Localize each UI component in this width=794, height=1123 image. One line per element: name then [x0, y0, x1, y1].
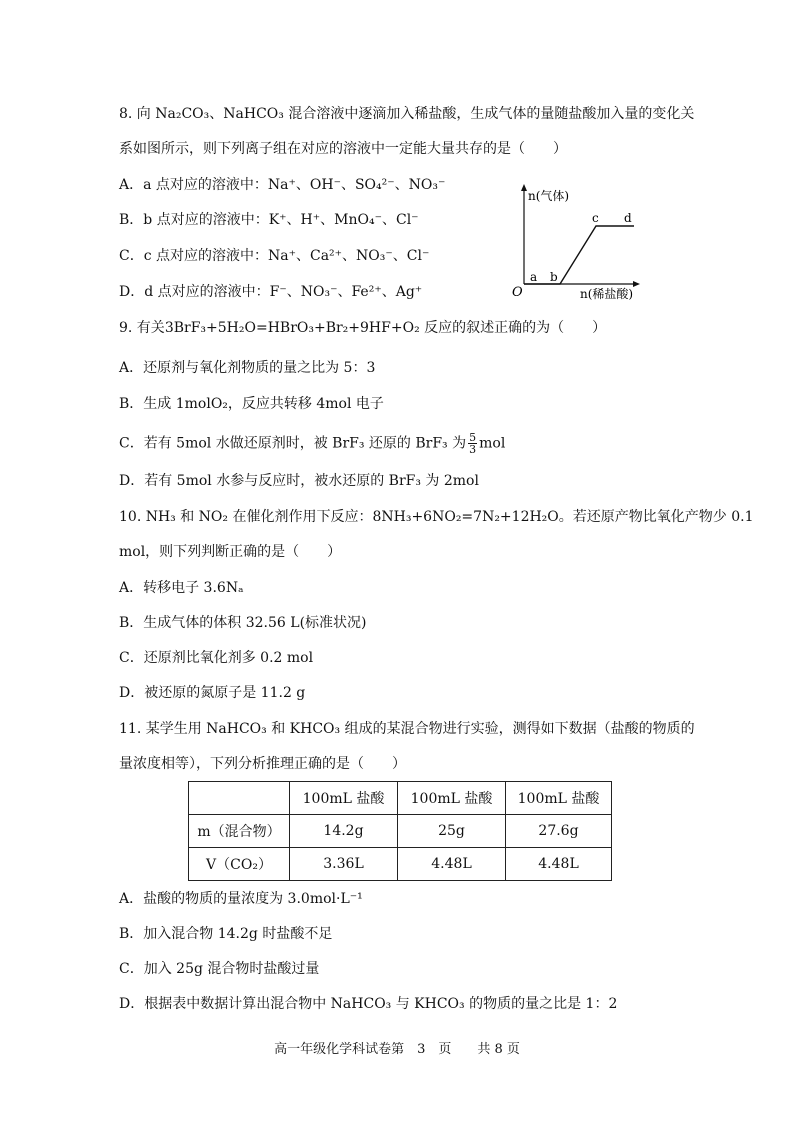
- point-a-label: a: [530, 270, 538, 284]
- q10-option-a: A．转移电子 3.6Nₐ: [119, 580, 244, 596]
- q9-stem-suffix: 反应的叙述正确的为（ ）: [419, 320, 607, 336]
- q11-option-a: A．盐酸的物质的量浓度为 3.0mol·L⁻¹: [119, 891, 363, 907]
- table-cell: V（CO₂）: [189, 848, 290, 881]
- q11-data-table: [188, 781, 612, 881]
- q9-option-c-text: C．若有 5mol 水做还原剂时，被 BrF₃ 还原的 BrF₃ 为: [119, 435, 467, 452]
- table-header-cell: 100mL 盐酸: [398, 782, 506, 815]
- q11-option-b: B．加入混合物 14.2g 时盐酸不足: [119, 926, 333, 942]
- q11-stem-line2: 量浓度相等），下列分析推理正确的是（ ）: [119, 756, 406, 772]
- gas-curve: [524, 226, 634, 284]
- point-b-label: b: [550, 270, 558, 284]
- point-d-label: d: [624, 211, 632, 225]
- q11-option-d: D．根据表中数据计算出混合物中 NaHCO₃ 与 KHCO₃ 的物质的量之比是 1：2: [119, 996, 618, 1012]
- q9-option-c: [119, 432, 505, 455]
- q11-option-c: C．加入 25g 混合物时盐酸过量: [119, 961, 320, 977]
- q8-option-a: A．a 点对应的溶液中：Na⁺、OH⁻、SO₄²⁻、NO₃⁻: [119, 177, 446, 193]
- table-header-row: [189, 782, 612, 815]
- q9-option-b: B．生成 1molO₂，反应共转移 4mol 电子: [119, 396, 384, 412]
- page-footer: 高一年级化学科试卷第 3 页 共 8 页: [274, 1042, 520, 1057]
- q9-stem: [119, 318, 606, 338]
- q9-equation: 3BrF₃+5H₂O=HBrO₃+Br₂+9HF+O₂: [164, 320, 420, 336]
- table-cell: 4.48L: [506, 848, 612, 881]
- q10-stem-line2: mol，则下列判断正确的是（ ）: [119, 544, 342, 560]
- table-cell: 4.48L: [398, 848, 506, 881]
- table-cell: m（混合物）: [189, 815, 290, 848]
- table-row: [189, 848, 612, 881]
- table-header-cell: 100mL 盐酸: [290, 782, 398, 815]
- table-cell: 14.2g: [290, 815, 398, 848]
- q8-option-d: D．d 点对应的溶液中：F⁻、NO₃⁻、Fe²⁺、Ag⁺: [119, 284, 423, 300]
- q10-option-c: C．还原剂比氧化剂多 0.2 mol: [119, 650, 314, 666]
- fraction-denominator: 3: [469, 443, 477, 456]
- q8-option-b: B．b 点对应的溶液中：K⁺、H⁺、MnO₄⁻、Cl⁻: [119, 212, 419, 228]
- table-cell: 25g: [398, 815, 506, 848]
- table-header-cell: [189, 782, 290, 815]
- q8-option-c: C．c 点对应的溶液中：Na⁺、Ca²⁺、NO₃⁻、Cl⁻: [119, 248, 430, 264]
- q9-option-c-unit: mol: [479, 435, 506, 452]
- q9-option-d: D．若有 5mol 水参与反应时，被水还原的 BrF₃ 为 2mol: [119, 473, 479, 489]
- origin-label: O: [512, 285, 523, 300]
- q9-option-c-fraction: [468, 432, 477, 455]
- q9-option-a: A．还原剂与氧化剂物质的量之比为 5：3: [119, 360, 376, 376]
- q11-stem-line1: 11. 某学生用 NaHCO₃ 和 KHCO₃ 组成的某混合物进行实验，测得如下数据（盐酸的物质的: [119, 721, 695, 737]
- y-axis-arrow: [521, 184, 527, 191]
- table-cell: 27.6g: [506, 815, 612, 848]
- table-cell: 3.36L: [290, 848, 398, 881]
- q9-stem-prefix: 9. 有关: [119, 320, 165, 336]
- table-row: [189, 815, 612, 848]
- q10-option-b: B．生成气体的体积 32.56 L(标准状况): [119, 615, 367, 631]
- q10-option-d: D．被还原的氮原子是 11.2 g: [119, 685, 306, 701]
- q8-stem-line2: 系如图所示，则下列离子组在对应的溶液中一定能大量共存的是（ ）: [119, 141, 567, 157]
- fraction-numerator: 5: [469, 431, 477, 444]
- q8-graph: [508, 180, 658, 306]
- x-axis-label: n(稀盐酸): [580, 287, 634, 301]
- table-header-cell: 100mL 盐酸: [506, 782, 612, 815]
- q8-stem-line1: 8. 向 Na₂CO₃、NaHCO₃ 混合溶液中逐滴加入稀盐酸，生成气体的量随盐酸加入量的变化关: [119, 106, 695, 122]
- x-axis-arrow: [633, 281, 640, 287]
- y-axis-label: n(气体): [528, 189, 570, 203]
- q10-stem-line1: 10. NH₃ 和 NO₂ 在催化剂作用下反应：8NH₃+6NO₂=7N₂+12H₂O。若还原产物比氧化产物少 0.1: [119, 509, 754, 525]
- point-c-label: c: [592, 211, 599, 225]
